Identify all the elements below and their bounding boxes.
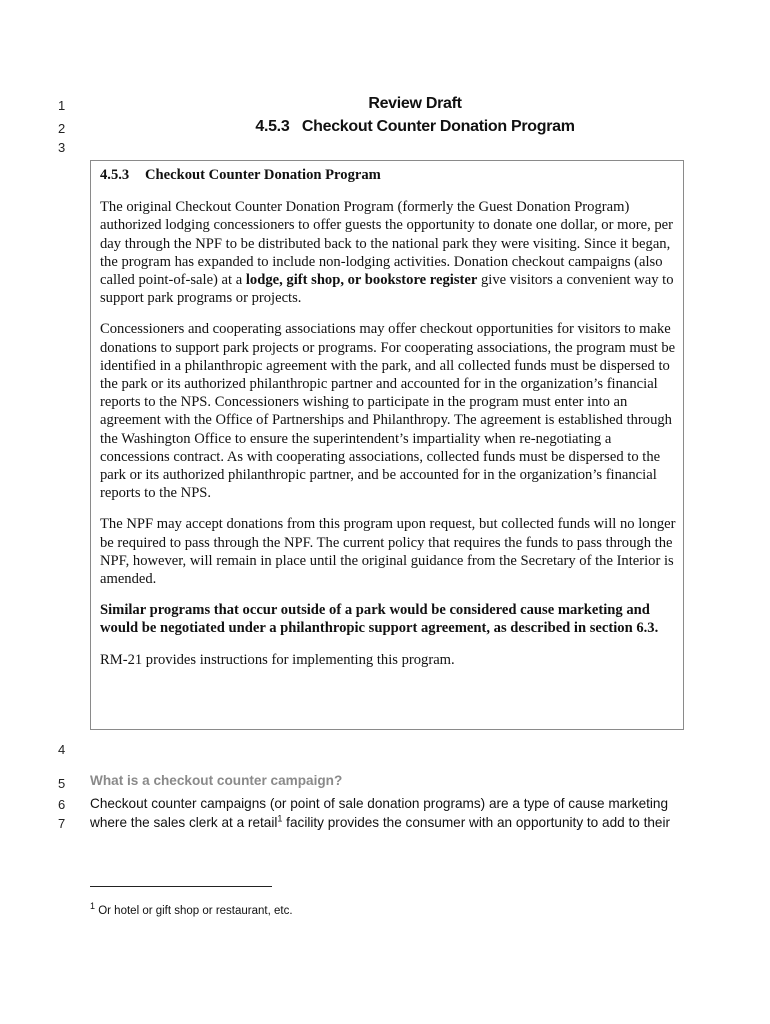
line-number: 4 (58, 742, 66, 757)
footnote (90, 901, 293, 917)
line-number: 2 (58, 121, 66, 136)
line-number: 7 (58, 816, 66, 831)
p4-bold: Similar programs that occur outside of a park would be considered cause marketing and would be negotiated under a philanthropic support agreement, as described in section 6.3. (100, 602, 659, 637)
policy-box-content (100, 166, 678, 682)
footnote-reference: 1 (277, 813, 283, 824)
line-number: 1 (58, 98, 66, 113)
p1-bold: lodge, gift shop, or bookstore register (245, 272, 478, 289)
section-heading (0, 118, 770, 136)
line7-text-end: facility provides the consumer with an opportunity to add to their (282, 815, 671, 830)
paragraph-npf: The NPF may accept donations from this program upon request, but collected funds will no longer be required to pass through the NPF. The current policy that requires the funds to pass through the NPF, however, will remain in place until the original guidance from the Secretary of the Interior is amended. (100, 516, 676, 588)
line-number: 6 (58, 797, 66, 812)
paragraph-similar-programs (100, 601, 678, 637)
question-heading: What is a checkout counter campaign? (90, 773, 343, 788)
box-heading (100, 166, 678, 184)
line7-text: where the sales clerk at a retail (90, 815, 278, 830)
p1-text-end: give visitors a convenient way to support park programs or projects. (100, 272, 674, 307)
p1-text: The original Checkout Counter Donation Program (formerly the Guest Donation Program) authorized lodging concessioners to offer guests the opportunity to donate one dollar, or more, per day through the NPF to be distributed back to the national park they were visiting. Since it began, the program has expanded to include non-lodging activities. Donation checkout campaigns (also called point-of-sale) at a (100, 199, 674, 289)
draft-label: Review Draft (368, 95, 462, 112)
box-heading-number: 4.5.3 (100, 167, 130, 183)
line-number: 5 (58, 776, 66, 791)
body-line-6: Checkout counter campaigns (or point of sale donation programs) are a type of cause marketing (90, 796, 669, 811)
line-number: 3 (58, 140, 66, 155)
paragraph-rm21: RM-21 provides instructions for implementing this program. (100, 651, 455, 668)
section-number: 4.5.3 (255, 118, 290, 135)
paragraph-original-program (100, 198, 678, 307)
footnote-number: 1 (90, 901, 96, 912)
paragraph-concessioners: Concessioners and cooperating associations may offer checkout opportunities for visitors to make donations to support park projects or programs. For cooperating associations, the program must be identified in a philanthropic agreement with the park, and all collected funds must be dispersed to the park or its authorized philanthropic partner and accounted for in the organization’s financial reports to the NPS. Concessioners wishing to participate in the program must enter into an agreement with the Office of Partnerships and Philanthropy. The agreement is established through the Washington Office to ensure the superintendent’s impartiality when re-negotiating a concessions contract. As with cooperating associations, collected funds must be dispersed to the park or its authorized philanthropic partner, and be accounted for in the organization’s financial reports to the NPS. (100, 321, 676, 502)
footnote-rule (90, 886, 272, 887)
policy-box (90, 160, 684, 730)
box-heading-title: Checkout Counter Donation Program (145, 167, 381, 183)
body-line-7 (90, 815, 670, 830)
review-draft-title (0, 95, 770, 113)
section-title: Checkout Counter Donation Program (301, 118, 575, 135)
footnote-text: Or hotel or gift shop or restaurant, etc. (95, 905, 293, 917)
